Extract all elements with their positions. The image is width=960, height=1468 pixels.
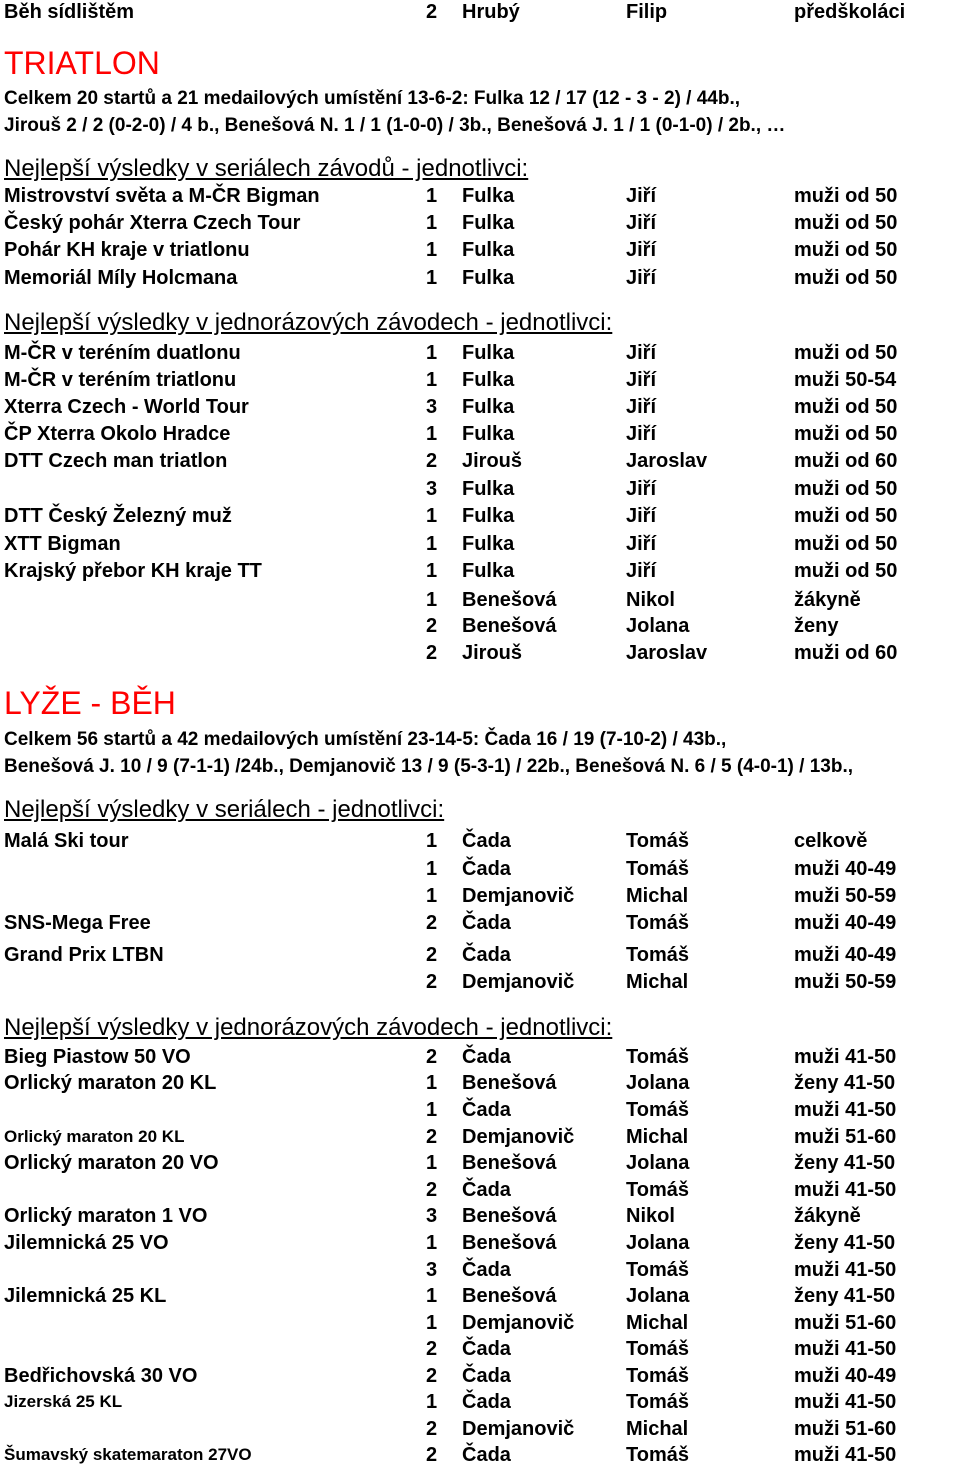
section-title-lyze: LYŽE - BĚH: [4, 685, 176, 721]
placement: 1: [426, 342, 438, 364]
lyze-single-heading: Nejlepší výsledky v jednorázových závodech - jednotlivci:: [4, 1014, 613, 1041]
event-name: Bedřichovská 30 VO: [4, 1365, 198, 1387]
age-category: muži 41-50: [794, 1259, 897, 1281]
age-category: muži 50-59: [794, 971, 897, 993]
athlete-first-name: Nikol: [626, 1205, 675, 1227]
placement: 1: [426, 1152, 438, 1174]
placement: 1: [426, 589, 438, 611]
age-category: ženy 41-50: [794, 1232, 896, 1254]
athlete-surname: Čada: [462, 858, 511, 880]
placement: 2: [426, 944, 438, 966]
athlete-first-name: Tomáš: [626, 1391, 689, 1413]
placement: 1: [426, 1232, 438, 1254]
athlete-surname: Čada: [462, 1099, 511, 1121]
athlete-surname: Fulka: [462, 239, 515, 261]
age-category: muži od 50: [794, 342, 898, 364]
athlete-first-name: Jiří: [626, 505, 657, 527]
placement: 1: [426, 1312, 438, 1334]
event-name: DTT Czech man triatlon: [4, 450, 228, 472]
athlete-first-name: Michal: [626, 1126, 689, 1148]
age-category: předškoláci: [794, 1, 906, 23]
athlete-surname: Čada: [462, 944, 511, 966]
event-name: Jilemnická 25 VO: [4, 1232, 169, 1254]
placement: 1: [426, 369, 438, 391]
placement: 1: [426, 1099, 438, 1121]
triatlon-series-heading: Nejlepší výsledky v seriálech závodů - jednotlivci:: [4, 155, 529, 182]
athlete-first-name: Michal: [626, 1418, 689, 1440]
event-name: M-ČR v teréním triatlonu: [4, 369, 237, 391]
event-name: Šumavský skatemaraton 27VO: [4, 1445, 252, 1464]
athlete-surname: Benešová: [462, 1232, 557, 1254]
athlete-surname: Fulka: [462, 423, 515, 445]
placement: 2: [426, 642, 438, 664]
event-name: Orlický maraton 20 VO: [4, 1152, 219, 1174]
event-name: Pohár KH kraje v triatlonu: [4, 239, 250, 261]
age-category: muži 40-49: [794, 858, 897, 880]
athlete-first-name: Tomáš: [626, 1099, 689, 1121]
event-name: Orlický maraton 20 KL: [4, 1127, 185, 1146]
summary-line: Celkem 20 startů a 21 medailových umístění 13-6-2: Fulka 12 / 17 (12 - 3 - 2) / 44b.,: [4, 88, 741, 109]
athlete-surname: Čada: [462, 830, 511, 852]
age-category: muži 40-49: [794, 1365, 897, 1387]
athlete-first-name: Jiří: [626, 212, 657, 234]
athlete-first-name: Tomáš: [626, 858, 689, 880]
age-category: celkově: [794, 830, 868, 852]
event-name: Český pohár Xterra Czech Tour: [4, 212, 301, 234]
placement: 1: [426, 212, 438, 234]
section-title-triatlon: TRIATLON: [4, 45, 160, 81]
age-category: muži od 50: [794, 185, 898, 207]
summary-line: Jirouš 2 / 2 (0-2-0) / 4 b., Benešová N. 1 / 1 (1-0-0) / 3b., Benešová J. 1 / 1 (0-1-0) / 2b., …: [4, 115, 786, 136]
athlete-surname: Benešová: [462, 1285, 557, 1307]
event-name: SNS-Mega Free: [4, 912, 151, 934]
athlete-first-name: Tomáš: [626, 1338, 689, 1360]
age-category: muži od 50: [794, 212, 898, 234]
athlete-surname: Demjanovič: [462, 1418, 575, 1440]
athlete-surname: Fulka: [462, 505, 515, 527]
athlete-first-name: Michal: [626, 885, 689, 907]
placement: 2: [426, 912, 438, 934]
placement: 2: [426, 1, 438, 23]
age-category: muži 41-50: [794, 1338, 897, 1360]
athlete-surname: Fulka: [462, 185, 515, 207]
athlete-first-name: Michal: [626, 1312, 689, 1334]
athlete-surname: Fulka: [462, 560, 515, 582]
athlete-first-name: Tomáš: [626, 1259, 689, 1281]
placement: 1: [426, 560, 438, 582]
lyze-series-heading: Nejlepší výsledky v seriálech - jednotlivci:: [4, 796, 445, 823]
athlete-surname: Čada: [462, 912, 511, 934]
athlete-first-name: Tomáš: [626, 1179, 689, 1201]
athlete-first-name: Tomáš: [626, 1046, 689, 1068]
age-category: muži od 50: [794, 423, 898, 445]
placement: 2: [426, 1126, 438, 1148]
placement: 2: [426, 1365, 438, 1387]
athlete-surname: Fulka: [462, 267, 515, 289]
athlete-surname: Fulka: [462, 342, 515, 364]
athlete-surname: Demjanovič: [462, 1126, 575, 1148]
athlete-surname: Demjanovič: [462, 971, 575, 993]
athlete-first-name: Jiří: [626, 185, 657, 207]
athlete-surname: Čada: [462, 1338, 511, 1360]
event-name: M-ČR v teréním duatlonu: [4, 342, 241, 364]
placement: 2: [426, 1179, 438, 1201]
athlete-surname: Benešová: [462, 1152, 557, 1174]
athlete-first-name: Jiří: [626, 396, 657, 418]
placement: 3: [426, 396, 438, 418]
age-category: žákyně: [794, 589, 861, 611]
age-category: muži od 50: [794, 396, 898, 418]
placement: 3: [426, 1205, 438, 1227]
athlete-first-name: Jolana: [626, 1152, 690, 1174]
triatlon-summary: [4, 85, 954, 139]
placement: 1: [426, 505, 438, 527]
event-name: Krajský přebor KH kraje TT: [4, 560, 262, 582]
event-name: Grand Prix LTBN: [4, 944, 164, 966]
age-category: muži 41-50: [794, 1099, 897, 1121]
athlete-surname: Jirouš: [462, 642, 523, 664]
athlete-first-name: Michal: [626, 971, 689, 993]
athlete-surname: Fulka: [462, 396, 515, 418]
placement: 1: [426, 858, 438, 880]
athlete-first-name: Jiří: [626, 423, 657, 445]
age-category: muži od 50: [794, 560, 898, 582]
summary-line: Benešová J. 10 / 9 (7-1-1) /24b., Demjanovič 13 / 9 (5-3-1) / 22b., Benešová N. 6 / 5 (4-0-1) / 13b.,: [4, 756, 854, 777]
placement: 1: [426, 1391, 438, 1413]
athlete-surname: Fulka: [462, 212, 515, 234]
age-category: muži od 50: [794, 505, 898, 527]
athlete-surname: Fulka: [462, 478, 515, 500]
age-category: ženy: [794, 615, 839, 637]
age-category: muži 41-50: [794, 1391, 897, 1413]
athlete-first-name: Tomáš: [626, 1365, 689, 1387]
athlete-first-name: Jolana: [626, 1072, 690, 1094]
athlete-first-name: Tomáš: [626, 944, 689, 966]
athlete-first-name: Jiří: [626, 560, 657, 582]
age-category: ženy 41-50: [794, 1152, 896, 1174]
placement: 1: [426, 267, 438, 289]
summary-line: Celkem 56 startů a 42 medailových umístění 23-14-5: Čada 16 / 19 (7-10-2) / 43b.,: [4, 729, 727, 750]
athlete-surname: Čada: [462, 1179, 511, 1201]
age-category: muži 40-49: [794, 912, 897, 934]
age-category: ženy 41-50: [794, 1285, 896, 1307]
age-category: ženy 41-50: [794, 1072, 896, 1094]
athlete-first-name: Jolana: [626, 1232, 690, 1254]
event-name: Běh sídlištěm: [4, 1, 135, 23]
age-category: muži 41-50: [794, 1046, 897, 1068]
athlete-first-name: Tomáš: [626, 1444, 689, 1466]
athlete-first-name: Jiří: [626, 369, 657, 391]
athlete-surname: Hrubý: [462, 1, 520, 23]
event-name: Memoriál Míly Holcmana: [4, 267, 238, 289]
age-category: muži od 60: [794, 642, 898, 664]
athlete-surname: Demjanovič: [462, 885, 575, 907]
athlete-first-name: Jiří: [626, 239, 657, 261]
placement: 1: [426, 423, 438, 445]
event-name: Malá Ski tour: [4, 830, 129, 852]
placement: 2: [426, 450, 438, 472]
age-category: muži 51-60: [794, 1312, 897, 1334]
event-name: Orlický maraton 1 VO: [4, 1205, 208, 1227]
athlete-first-name: Tomáš: [626, 912, 689, 934]
placement: 1: [426, 185, 438, 207]
age-category: muži od 60: [794, 450, 898, 472]
event-name: ČP Xterra Okolo Hradce: [4, 423, 231, 445]
athlete-first-name: Jaroslav: [626, 450, 708, 472]
age-category: muži od 50: [794, 533, 898, 555]
age-category: muži 41-50: [794, 1179, 897, 1201]
event-name: XTT Bigman: [4, 533, 121, 555]
athlete-first-name: Jolana: [626, 1285, 690, 1307]
age-category: muži 41-50: [794, 1444, 897, 1466]
placement: 1: [426, 1072, 438, 1094]
placement: 2: [426, 1418, 438, 1440]
athlete-surname: Benešová: [462, 1072, 557, 1094]
placement: 3: [426, 478, 438, 500]
athlete-surname: Benešová: [462, 1205, 557, 1227]
event-name: Bieg Piastow 50 VO: [4, 1046, 191, 1068]
placement: 1: [426, 885, 438, 907]
triatlon-single-heading: Nejlepší výsledky v jednorázových závodech - jednotlivci:: [4, 309, 613, 336]
athlete-surname: Benešová: [462, 589, 557, 611]
athlete-first-name: Jiří: [626, 342, 657, 364]
athlete-surname: Fulka: [462, 369, 515, 391]
age-category: žákyně: [794, 1205, 861, 1227]
athlete-surname: Čada: [462, 1391, 511, 1413]
athlete-first-name: Filip: [626, 1, 668, 23]
placement: 2: [426, 1444, 438, 1466]
placement: 1: [426, 533, 438, 555]
athlete-first-name: Jolana: [626, 615, 690, 637]
placement: 2: [426, 615, 438, 637]
athlete-surname: Fulka: [462, 533, 515, 555]
lyze-summary: [4, 726, 954, 780]
athlete-surname: Čada: [462, 1259, 511, 1281]
athlete-surname: Demjanovič: [462, 1312, 575, 1334]
event-name: Orlický maraton 20 KL: [4, 1072, 217, 1094]
athlete-first-name: Nikol: [626, 589, 675, 611]
athlete-first-name: Jiří: [626, 533, 657, 555]
placement: 1: [426, 830, 438, 852]
placement: 2: [426, 971, 438, 993]
age-category: muži od 50: [794, 478, 898, 500]
placement: 2: [426, 1338, 438, 1360]
event-name: Xterra Czech - World Tour: [4, 396, 249, 418]
event-name: Jilemnická 25 KL: [4, 1285, 167, 1307]
age-category: muži 40-49: [794, 944, 897, 966]
athlete-first-name: Jiří: [626, 478, 657, 500]
age-category: muži 51-60: [794, 1418, 897, 1440]
athlete-surname: Čada: [462, 1444, 511, 1466]
event-name: Mistrovství světa a M-ČR Bigman: [4, 185, 320, 207]
athlete-surname: Jirouš: [462, 450, 523, 472]
athlete-surname: Čada: [462, 1046, 511, 1068]
event-name: Jizerská 25 KL: [4, 1392, 123, 1411]
age-category: muži 51-60: [794, 1126, 897, 1148]
age-category: muži 50-54: [794, 369, 897, 391]
athlete-surname: Benešová: [462, 615, 557, 637]
athlete-first-name: Tomáš: [626, 830, 689, 852]
age-category: muži od 50: [794, 239, 898, 261]
event-name: DTT Český Železný muž: [4, 505, 232, 527]
age-category: muži 50-59: [794, 885, 897, 907]
athlete-surname: Čada: [462, 1365, 511, 1387]
placement: 2: [426, 1046, 438, 1068]
age-category: muži od 50: [794, 267, 898, 289]
athlete-first-name: Jiří: [626, 267, 657, 289]
placement: 3: [426, 1259, 438, 1281]
placement: 1: [426, 239, 438, 261]
athlete-first-name: Jaroslav: [626, 642, 708, 664]
placement: 1: [426, 1285, 438, 1307]
